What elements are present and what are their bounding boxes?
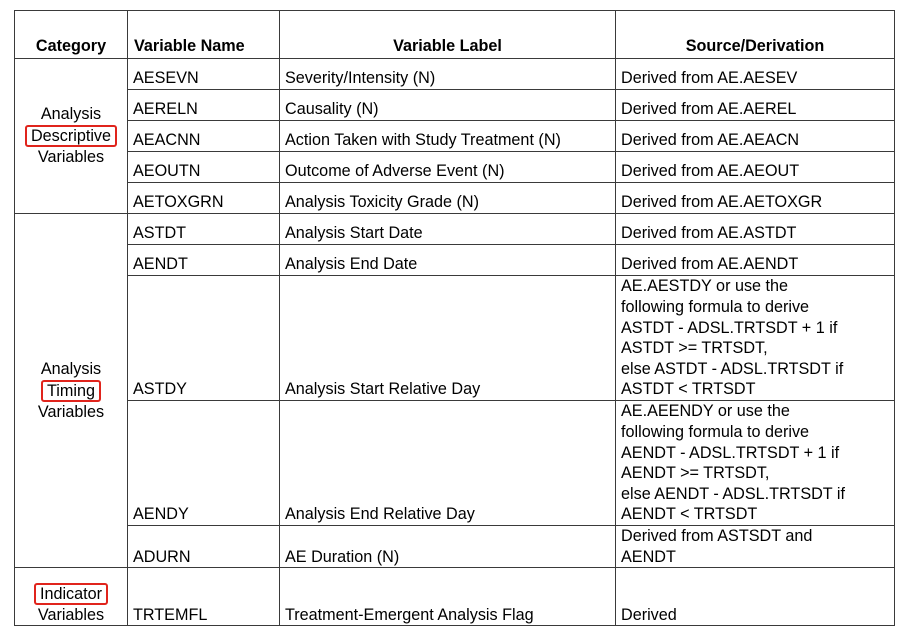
table-row: [15, 568, 895, 626]
variable-name-cell: ASTDY: [128, 276, 280, 401]
header-row: [15, 11, 895, 59]
variable-name-cell: AESEVN: [128, 59, 280, 90]
source-line: following formula to derive: [621, 423, 810, 442]
variable-name-cell: AENDT: [128, 245, 280, 276]
variable-name-cell: AEACNN: [128, 121, 280, 152]
source-line: Derived from AE.AESEV: [621, 69, 798, 88]
source-line: Derived: [621, 605, 677, 624]
source-line: AENDT < TRTSDT: [621, 505, 758, 524]
variable-name-cell: AERELN: [128, 90, 280, 121]
source-line: AENDT: [621, 547, 676, 566]
source-cell: [616, 568, 895, 626]
category-cell-descriptive: [15, 59, 128, 214]
variable-label-cell: Analysis Start Date: [280, 214, 616, 245]
source-cell: [616, 183, 895, 214]
table-row: [15, 90, 895, 121]
header-category: Category: [15, 11, 128, 59]
source-line: AENDT - ADSL.TRTSDT + 1 if: [621, 443, 840, 462]
variable-label-cell: Severity/Intensity (N): [280, 59, 616, 90]
header-variable-name: Variable Name: [128, 11, 280, 59]
source-line: Derived from AE.AEACN: [621, 131, 800, 150]
source-line: ASTDT < TRTSDT: [621, 380, 756, 399]
source-line: Derived from AE.AEOUT: [621, 162, 800, 181]
source-cell: [616, 276, 895, 401]
variable-label-cell: AE Duration (N): [280, 526, 616, 568]
table-row: [15, 245, 895, 276]
header-source-derivation: Source/Derivation: [616, 11, 895, 59]
variable-label-cell: Analysis Toxicity Grade (N): [280, 183, 616, 214]
category-line: Variables: [37, 605, 105, 624]
category-line: Analysis: [40, 360, 102, 378]
source-line: ASTDT >= TRTSDT,: [621, 339, 768, 358]
variable-label-cell: Causality (N): [280, 90, 616, 121]
header-variable-label: Variable Label: [280, 11, 616, 59]
source-line: Derived from AE.AETOXGR: [621, 193, 823, 212]
table-row: [15, 59, 895, 90]
variable-label-cell: Analysis End Relative Day: [280, 401, 616, 526]
variable-label-cell: Treatment-Emergent Analysis Flag: [280, 568, 616, 626]
source-line: AE.AEENDY or use the: [621, 402, 790, 421]
source-cell: [616, 214, 895, 245]
source-cell: [616, 59, 895, 90]
source-cell: [616, 245, 895, 276]
variable-label-cell: Analysis Start Relative Day: [280, 276, 616, 401]
category-line: Variables: [37, 148, 105, 166]
table-row: [15, 152, 895, 183]
table-row: [15, 214, 895, 245]
category-line: Analysis: [40, 105, 102, 124]
table-row: [15, 183, 895, 214]
source-cell: [616, 526, 895, 568]
source-line: else AENDT - ADSL.TRTSDT if: [621, 484, 845, 503]
source-line: Derived from AE.AENDT: [621, 255, 799, 274]
category-line: Variables: [37, 402, 105, 421]
variable-name-cell: AEOUTN: [128, 152, 280, 183]
source-line: else ASTDT - ADSL.TRTSDT if: [621, 359, 844, 378]
variable-spec-table: [14, 10, 895, 626]
source-line: Derived from AE.AEREL: [621, 100, 797, 119]
variable-label-cell: Analysis End Date: [280, 245, 616, 276]
variable-name-cell: ADURN: [128, 526, 280, 568]
source-line: following formula to derive: [621, 298, 810, 317]
table-row: [15, 401, 895, 526]
category-cell-indicator: [15, 568, 128, 626]
variable-name-cell: AETOXGRN: [128, 183, 280, 214]
source-cell: [616, 152, 895, 183]
variable-label-cell: Outcome of Adverse Event (N): [280, 152, 616, 183]
table-row: [15, 121, 895, 152]
source-cell: [616, 121, 895, 152]
source-line: AE.AESTDY or use the: [621, 277, 789, 296]
table-row: [15, 526, 895, 568]
source-line: Derived from AE.ASTDT: [621, 224, 797, 243]
source-line: AENDT >= TRTSDT,: [621, 464, 770, 483]
highlight-box-descriptive: Descriptive: [25, 125, 117, 147]
category-cell-timing: [15, 214, 128, 568]
source-cell: [616, 401, 895, 526]
variable-label-cell: Action Taken with Study Treatment (N): [280, 121, 616, 152]
table-row: [15, 276, 895, 401]
variable-name-cell: AENDY: [128, 401, 280, 526]
highlight-box-indicator: Indicator: [34, 583, 108, 605]
variable-name-cell: TRTEMFL: [128, 568, 280, 626]
variable-name-cell: ASTDT: [128, 214, 280, 245]
source-line: ASTDT - ADSL.TRTSDT + 1 if: [621, 318, 838, 337]
highlight-box-timing: Timing: [41, 380, 101, 402]
source-line: Derived from ASTSDT and: [621, 527, 813, 545]
source-cell: [616, 90, 895, 121]
